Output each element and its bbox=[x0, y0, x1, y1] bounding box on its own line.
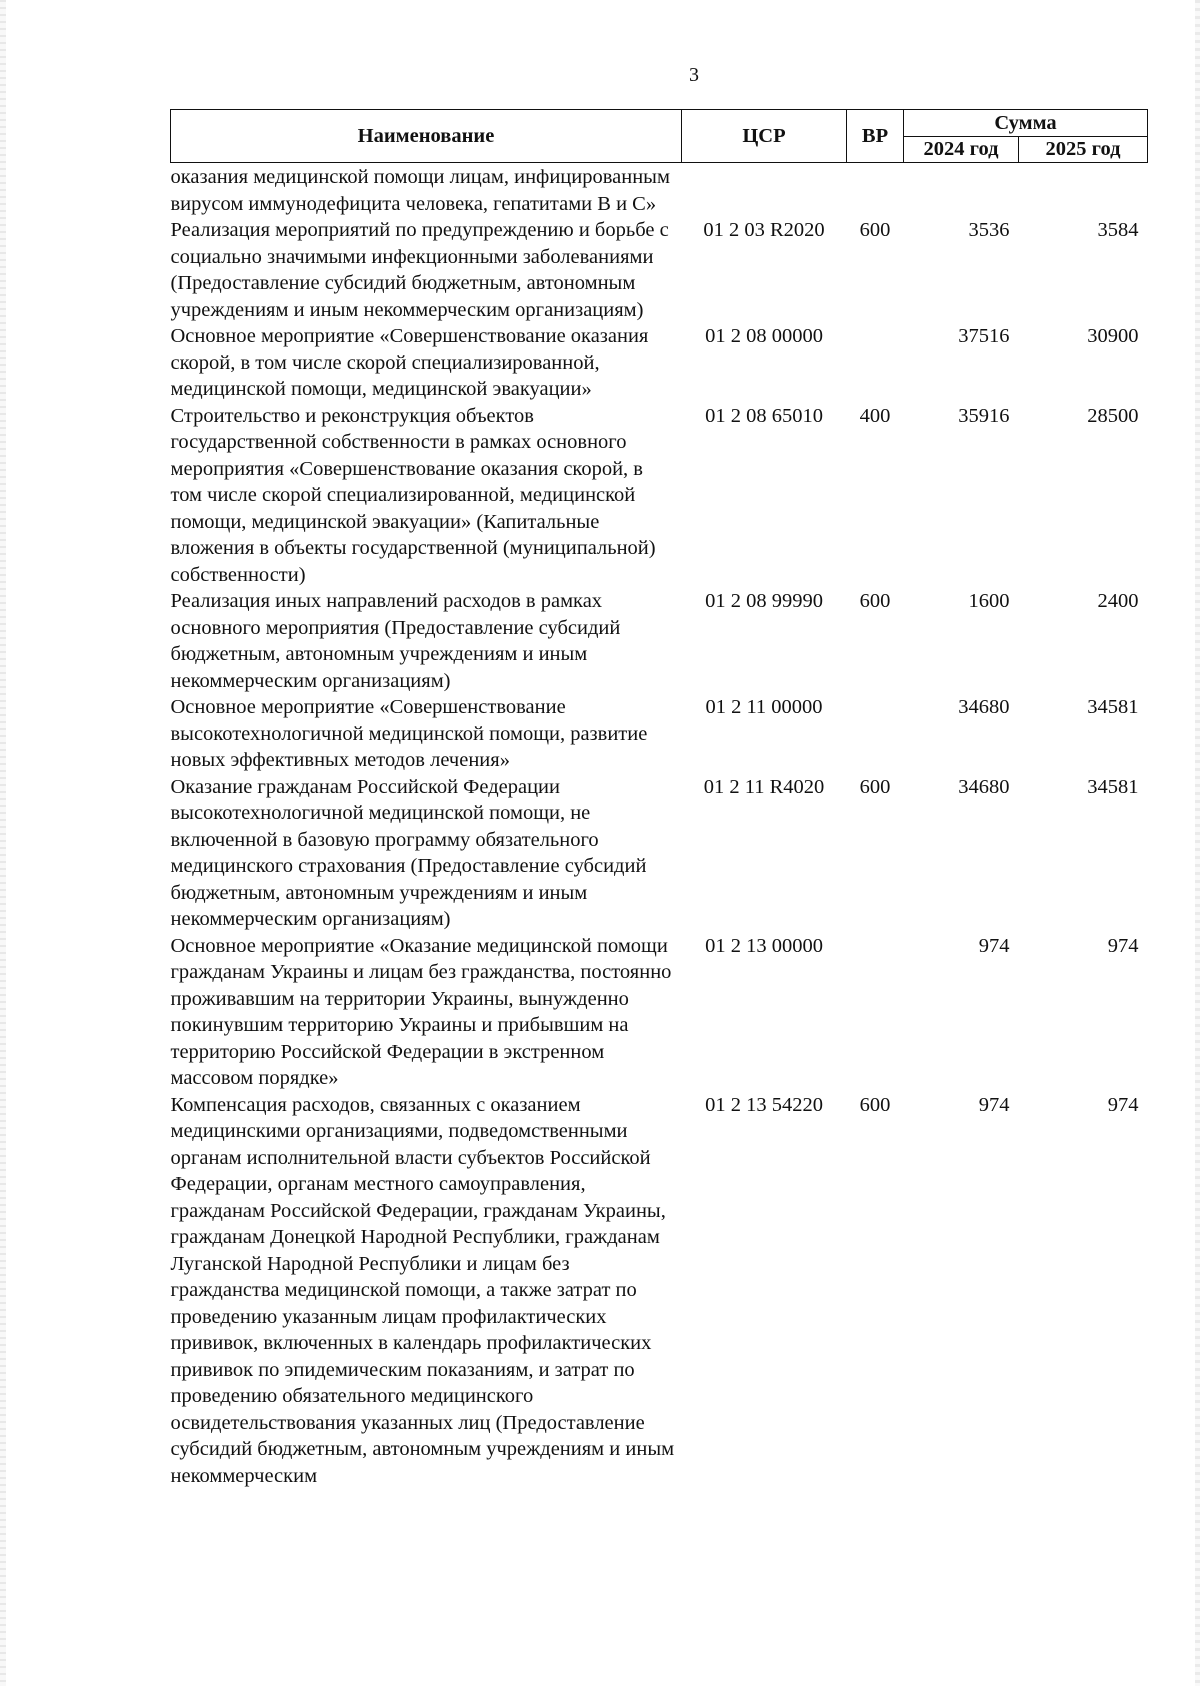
row-vr: 600 bbox=[859, 219, 891, 241]
row-name: Строительство и реконструкция объектов государственной собственности в рамках основного мероприятия «Совершенствование оказания скорой, в том числе скорой специализированной, медицинской помощи, медицинской эвакуации» (Капитальные вложения в объекты государственной (муниципальной) собственности) bbox=[170, 404, 656, 586]
row-name: оказания медицинской помощи лицам, инфицированным вирусом иммунодефицита человека, гепатитами В и С» bbox=[170, 166, 670, 215]
row-amount-2024: 974 bbox=[978, 1093, 1010, 1116]
row-vr bbox=[847, 163, 904, 218]
row-amount-2024: 37516 bbox=[958, 325, 1010, 347]
header-vr: ВР bbox=[847, 110, 904, 163]
row-amount-2025: 3584 bbox=[1097, 219, 1139, 241]
row-name: Реализация мероприятий по предупреждению и борьбе с социально значимыми инфекционными заболеваниями (Предоставление субсидий бюджетным, автономным учреждениям и иным некоммерческим организациям) bbox=[170, 219, 669, 321]
table-row bbox=[171, 323, 1148, 403]
scan-edge-left bbox=[0, 0, 6, 1686]
table-row bbox=[171, 588, 1148, 694]
row-vr: 600 bbox=[859, 1093, 891, 1116]
row-amount-2025 bbox=[1019, 163, 1148, 218]
row-vr: 600 bbox=[859, 590, 891, 612]
row-name: Основное мероприятие «Совершенствование оказания скорой, в том числе скорой специализированной, медицинской помощи, медицинской эвакуации» bbox=[170, 325, 649, 400]
row-vr bbox=[847, 933, 904, 1092]
row-amount-2025: 34581 bbox=[1087, 696, 1139, 718]
row-csr: 01 2 11 R4020 bbox=[703, 775, 825, 798]
row-vr: 600 bbox=[859, 775, 891, 798]
row-amount-2024: 3536 bbox=[968, 219, 1010, 241]
header-year-2025: 2025 год bbox=[1019, 136, 1148, 163]
table-row bbox=[171, 163, 1148, 218]
row-name: Основное мероприятие «Оказание медицинской помощи гражданам Украины и лицам без гражданства, постоянно проживавшим на территории Украины, вынужденно покинувшим территорию Украины и прибывшим на территорию Российской Федерации в экстренном массовом порядке» bbox=[170, 934, 672, 1089]
row-amount-2024: 1600 bbox=[968, 590, 1010, 612]
row-name: Основное мероприятие «Совершенствование высокотехнологичной медицинской помощи, развитие новых эффективных методов лечения» bbox=[170, 696, 648, 771]
row-csr: 01 2 08 00000 bbox=[705, 325, 823, 347]
table-row bbox=[171, 694, 1148, 774]
header-name: Наименование bbox=[171, 110, 682, 163]
row-amount-2025: 28500 bbox=[1087, 404, 1139, 427]
row-csr: 01 2 03 R2020 bbox=[703, 219, 825, 241]
row-csr: 01 2 08 99990 bbox=[705, 590, 823, 612]
table-body bbox=[171, 163, 1148, 1490]
row-amount-2024 bbox=[904, 163, 1019, 218]
row-amount-2024: 34680 bbox=[958, 696, 1010, 718]
row-csr: 01 2 11 00000 bbox=[705, 696, 823, 718]
row-csr: 01 2 13 54220 bbox=[705, 1093, 823, 1116]
row-csr: 01 2 08 65010 bbox=[705, 404, 823, 427]
table-row bbox=[171, 217, 1148, 323]
row-name: Оказание гражданам Российской Федерации высокотехнологичной медицинской помощи, не включенной в базовую программу обязательного медицинского страхования (Предоставление субсидий бюджетным, автономным учреждениям и иным некоммерческим организациям) bbox=[170, 775, 647, 930]
page-number: 3 bbox=[689, 64, 699, 86]
header-year-2024: 2024 год bbox=[904, 136, 1019, 163]
row-amount-2024: 974 bbox=[978, 934, 1010, 957]
table-row bbox=[171, 774, 1148, 933]
row-csr: 01 2 13 00000 bbox=[705, 934, 823, 957]
table-row bbox=[171, 933, 1148, 1092]
row-amount-2024: 34680 bbox=[958, 775, 1010, 798]
row-amount-2024: 35916 bbox=[958, 404, 1010, 427]
table-header bbox=[171, 110, 1148, 163]
table-row bbox=[171, 1092, 1148, 1490]
row-amount-2025: 34581 bbox=[1087, 775, 1139, 798]
row-name: Реализация иных направлений расходов в рамках основного мероприятия (Предоставление субсидий бюджетным, автономным учреждениям и иным некоммерческим организациям) bbox=[170, 590, 621, 692]
scan-edge-right bbox=[1195, 0, 1200, 1686]
row-amount-2025: 974 bbox=[1107, 1093, 1139, 1116]
row-name: Компенсация расходов, связанных с оказанием медицинскими организациями, подведомственными органам исполнительной власти субъектов Российской Федерации, органам местного самоуправления, гражданам Российской Федерации, гражданам Украины, гражданам Донецкой Народной Республики, гражданам Луганской Народной Республики и лицам без гражданства медицинской помощи, а также затрат по проведению указанным лицам профилактических прививок, включенных в календарь профилактических прививок по эпидемическим показаниям, и затрат по проведению обязательного медицинского освидетельствования указанных лиц (Предоставление субсидий бюджетным, автономным учреждениям и иным некоммерческим bbox=[170, 1093, 675, 1487]
row-amount-2025: 2400 bbox=[1097, 590, 1139, 612]
header-sum: Сумма bbox=[904, 110, 1148, 137]
budget-table bbox=[170, 109, 1148, 1489]
row-amount-2025: 974 bbox=[1107, 934, 1139, 957]
row-vr: 400 bbox=[859, 404, 891, 427]
row-amount-2025: 30900 bbox=[1087, 325, 1139, 347]
table-row bbox=[171, 403, 1148, 589]
row-csr bbox=[682, 163, 847, 218]
row-vr bbox=[847, 323, 904, 403]
header-csr: ЦСР bbox=[682, 110, 847, 163]
row-vr bbox=[847, 694, 904, 774]
